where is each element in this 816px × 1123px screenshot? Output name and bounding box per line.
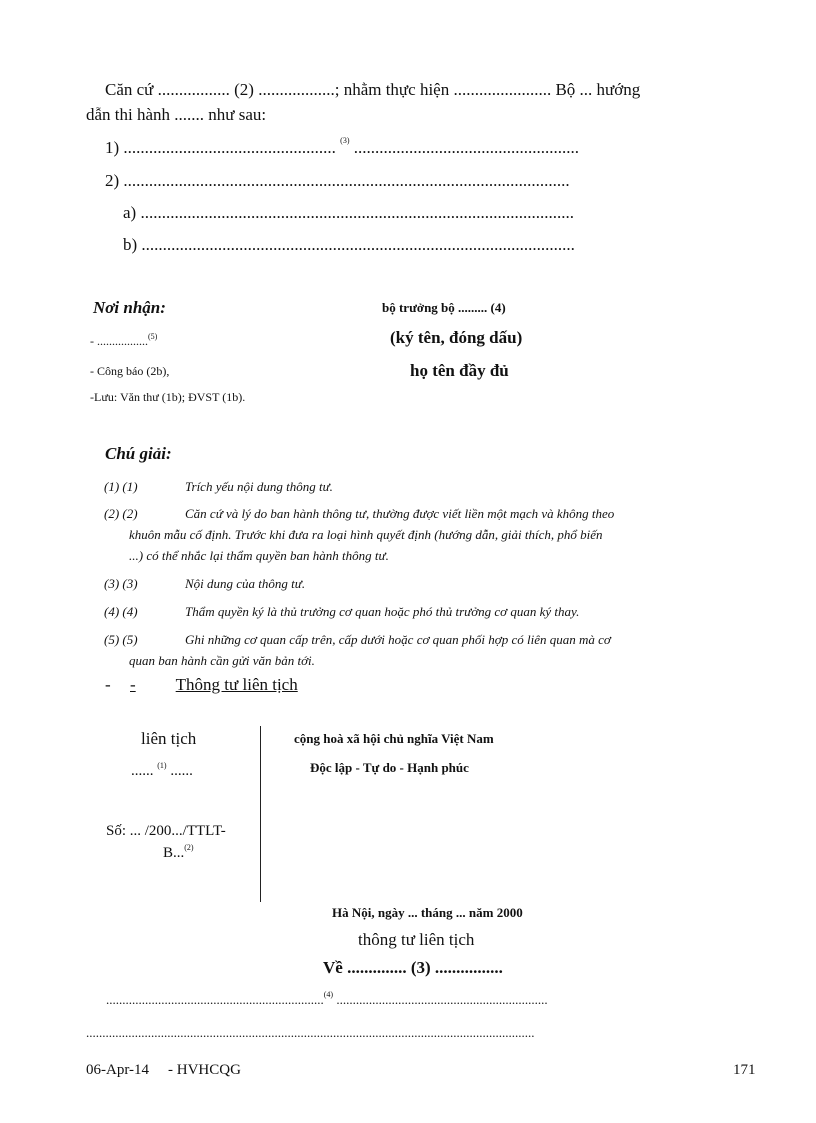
note-text: Thẩm quyền ký là thủ trưởng cơ quan hoặc phó thủ trưởng cơ quan ký thay.	[185, 604, 580, 619]
body-dots: .................................................................	[336, 992, 548, 1007]
intro-line-1: Căn cứ ................. (2) ..................; nhằm thực hiện ....................... Bộ ... hướng	[105, 80, 641, 99]
document-subject: Về .............. (3) ................	[323, 958, 503, 977]
item-text: ..................................................	[123, 138, 336, 157]
document-number-continued	[163, 845, 194, 862]
note-label: (3) (3)	[104, 576, 138, 591]
agency-placeholder	[131, 763, 193, 780]
list-item	[105, 138, 579, 158]
item-footnote-ref: (3)	[340, 136, 350, 145]
item-text: .........................................................................................................	[123, 171, 570, 190]
item-number: a)	[123, 203, 137, 222]
agency-dots: ......	[131, 763, 154, 779]
note-text-continued: khuôn mẫu cố định. Trước khi đưa ra loại hình quyết định (hướng dẫn, giải thích, phổ biến	[129, 527, 603, 542]
note-text: Ghi những cơ quan cấp trên, cấp dưới hoặc cơ quan phối hợp có liên quan mà cơ	[185, 632, 611, 647]
section-bullet: -	[105, 675, 111, 694]
place-date: Hà Nội, ngày ... tháng ... năm 2000	[332, 905, 523, 920]
recipients-title: Nơi nhận:	[93, 298, 166, 317]
agency-dots: ......	[170, 763, 193, 779]
signature-name: họ tên đầy đủ	[410, 361, 509, 380]
national-motto: Độc lập - Tự do - Hạnh phúc	[310, 760, 469, 775]
issuing-agency: liên tịch	[141, 729, 197, 748]
agency-footnote-ref: (1)	[157, 761, 167, 770]
note-text-continued: quan ban hành cần gửi văn bản tới.	[129, 653, 315, 668]
document-type: thông tư liên tịch	[358, 930, 475, 949]
item-text-continued: .....................................................	[353, 138, 579, 157]
note-label: (5) (5)	[104, 632, 138, 647]
item-number: b)	[123, 235, 138, 254]
list-item	[105, 171, 570, 191]
recipient-text: - .................	[90, 334, 148, 348]
recipient-line: - Công báo (2b),	[90, 364, 170, 378]
note-label: (4) (4)	[104, 604, 138, 619]
number-footnote-ref: (2)	[184, 843, 194, 852]
signature-title: bộ trưởng bộ ......... (4)	[382, 300, 506, 315]
recipient-line	[90, 334, 157, 349]
list-item	[123, 235, 575, 255]
page-number: 171	[733, 1062, 756, 1078]
document-number-suffix: B...	[163, 845, 185, 861]
signature-instruction: (ký tên, đóng dấu)	[390, 328, 523, 347]
note-text-continued: ...) có thể nhắc lại thẩm quyền ban hành thông tư.	[129, 548, 389, 563]
note-text: Nội dung của thông tư.	[185, 576, 306, 591]
recipient-footnote-ref: (5)	[148, 332, 158, 341]
item-text: ......................................................................................................	[140, 203, 574, 222]
item-text: ......................................................................................................	[141, 235, 575, 254]
note-label: (1) (1)	[104, 479, 138, 494]
document-number: Số: ... /200.../TTLT-	[106, 823, 226, 839]
note-text: Căn cứ và lý do ban hành thông tư, thường được viết liền một mạch và không theo	[185, 506, 615, 521]
item-number: 1)	[105, 138, 120, 157]
footer-organization: - HVHCQG	[168, 1062, 241, 1078]
recipient-line: -Lưu: Văn thư (1b); ĐVST (1b).	[90, 390, 246, 404]
footer-date: 06-Apr-14	[86, 1062, 150, 1078]
body-line: ..........................................................................................................................................	[86, 1025, 535, 1040]
national-title: cộng hoà xã hội chủ nghĩa Việt Nam	[294, 731, 494, 746]
body-dots: ...................................................................	[106, 992, 324, 1007]
note-label: (2) (2)	[104, 506, 138, 521]
body-line	[106, 992, 548, 1008]
note-text: Trích yếu nội dung thông tư.	[185, 479, 333, 494]
intro-line-2: dẫn thi hành ....... như sau:	[86, 105, 267, 124]
section-heading	[130, 675, 298, 695]
item-number: 2)	[105, 171, 120, 190]
list-item	[123, 203, 574, 223]
body-footnote-ref: (4)	[323, 990, 334, 999]
section-dash: -	[130, 675, 136, 694]
header-divider	[260, 726, 261, 902]
section-heading-text: Thông tư liên tịch	[175, 675, 298, 694]
notes-title: Chú giải:	[105, 444, 172, 463]
